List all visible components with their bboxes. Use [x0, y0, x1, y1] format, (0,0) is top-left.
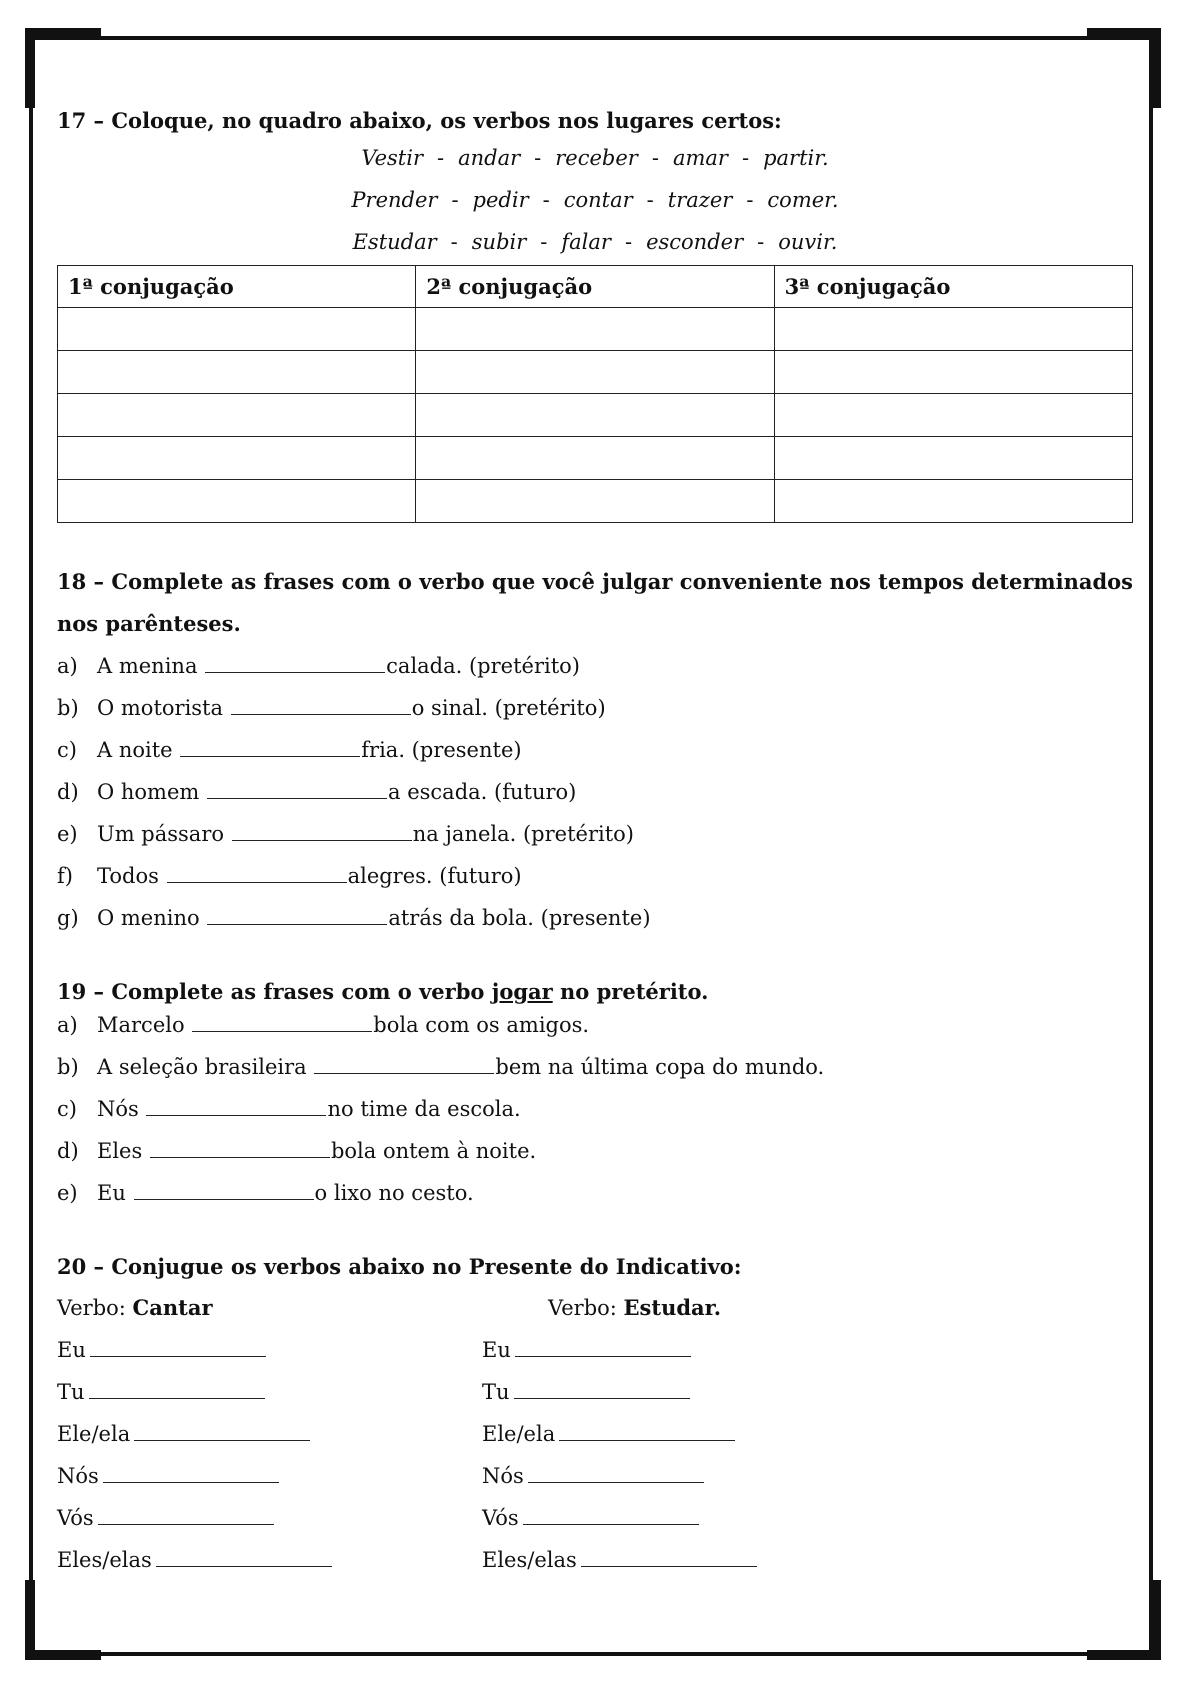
answer-blank[interactable] [150, 1135, 330, 1158]
item-text: alegres. (futuro) [347, 864, 522, 888]
item-letter: c) [57, 1097, 77, 1121]
item-text: A seleção brasileira [97, 1055, 307, 1079]
verb-line: Estudar - subir - falar - esconder - ouvir. [352, 230, 838, 254]
item-text: Eu [97, 1181, 126, 1205]
verb: trazer [667, 188, 733, 212]
answer-blank[interactable] [528, 1460, 704, 1483]
q18-list [57, 645, 1133, 939]
table-header: 2ª conjugação [416, 266, 774, 308]
item-text: bola com os amigos. [373, 1013, 590, 1037]
table-cell[interactable] [774, 394, 1132, 437]
item-letter: d) [57, 1139, 79, 1163]
verb: Estudar [352, 230, 437, 254]
pronoun-line [57, 1413, 482, 1455]
q20-title: 20 – Conjugue os verbos abaixo no Presente do Indicativo: [57, 1254, 742, 1279]
list-item [57, 771, 1133, 813]
item-text: Eles [97, 1139, 143, 1163]
item-text: A noite [97, 738, 173, 762]
corner-mark [25, 1650, 101, 1660]
answer-blank[interactable] [207, 776, 387, 799]
corner-mark [25, 28, 35, 108]
pronoun-line [57, 1497, 482, 1539]
verb-name: Estudar. [623, 1295, 722, 1320]
answer-blank[interactable] [89, 1376, 265, 1399]
item-text: O motorista [97, 696, 224, 720]
table-cell[interactable] [774, 308, 1132, 351]
item-text: no time da escola. [327, 1097, 521, 1121]
left-column [57, 1287, 482, 1581]
answer-blank[interactable] [515, 1334, 691, 1357]
verb-name: Cantar [132, 1295, 213, 1320]
item-letter: a) [57, 654, 78, 678]
verb-line: Prender - pedir - contar - trazer - comer. [351, 188, 839, 212]
item-text: bem na última copa do mundo. [495, 1055, 825, 1079]
item-text: Todos [97, 864, 159, 888]
pronoun: Eles/elas [57, 1548, 152, 1572]
verb-label: Verbo: [57, 1296, 133, 1320]
q19-title-post: no pretérito. [552, 979, 709, 1004]
item-text: Marcelo [97, 1013, 185, 1037]
item-text: o lixo no cesto. [314, 1181, 474, 1205]
table-cell[interactable] [58, 351, 416, 394]
corner-mark [25, 1580, 35, 1660]
list-item [57, 1004, 1133, 1046]
pronoun: Eu [482, 1338, 511, 1362]
answer-blank[interactable] [231, 692, 411, 715]
item-letter: a) [57, 1013, 78, 1037]
verb-heading [57, 1287, 482, 1329]
right-column [482, 1287, 907, 1581]
table-cell[interactable] [774, 480, 1132, 523]
table-cell[interactable] [58, 480, 416, 523]
pronoun-line [482, 1413, 907, 1455]
list-item [57, 855, 1133, 897]
table-cell[interactable] [58, 308, 416, 351]
item-text: fria. (presente) [361, 738, 522, 762]
table-cell[interactable] [416, 437, 774, 480]
corner-mark [1151, 1580, 1161, 1660]
pronoun-line [482, 1371, 907, 1413]
q17-title: 17 – Coloque, no quadro abaixo, os verbos nos lugares certos: [57, 108, 782, 133]
corner-mark [1087, 28, 1161, 38]
answer-blank[interactable] [559, 1418, 735, 1441]
item-text: calada. (pretérito) [386, 654, 580, 678]
item-letter: b) [57, 1055, 79, 1079]
pronoun-line [482, 1539, 907, 1581]
item-text: O menino [97, 906, 200, 930]
item-text: o sinal. (pretérito) [411, 696, 606, 720]
answer-blank[interactable] [207, 902, 387, 925]
list-item [57, 897, 1133, 939]
pronoun: Vós [482, 1506, 519, 1530]
item-text: bola ontem à noite. [330, 1139, 537, 1163]
verb: Prender [351, 188, 438, 212]
answer-blank[interactable] [134, 1177, 314, 1200]
verb: contar [563, 188, 633, 212]
q19-title-verb: jogar [491, 979, 553, 1004]
item-letter: d) [57, 780, 79, 804]
q18-title: 18 – Complete as frases com o verbo que você julgar conveniente nos tempos determinados nos parênteses. [57, 569, 1133, 636]
answer-blank[interactable] [156, 1544, 332, 1567]
table-header: 1ª conjugação [58, 266, 416, 308]
verb-list [57, 137, 1133, 263]
verb: Vestir [361, 146, 423, 170]
worksheet [57, 108, 1133, 1581]
verb: subir [471, 230, 527, 254]
pronoun: Tu [482, 1380, 510, 1404]
table-cell[interactable] [774, 437, 1132, 480]
table-cell[interactable] [58, 437, 416, 480]
conjugation-table [57, 265, 1133, 523]
list-item [57, 1172, 1133, 1214]
verb: amar [672, 146, 728, 170]
item-text: Nós [97, 1097, 139, 1121]
pronoun-line [57, 1329, 482, 1371]
pronoun-line [482, 1329, 907, 1371]
list-item [57, 1046, 1133, 1088]
pronoun-line [57, 1539, 482, 1581]
pronoun: Eles/elas [482, 1548, 577, 1572]
pronoun: Eu [57, 1338, 86, 1362]
list-item [57, 645, 1133, 687]
list-item [57, 687, 1133, 729]
item-letter: f) [57, 864, 73, 888]
answer-blank[interactable] [581, 1544, 757, 1567]
q19-title [57, 979, 1133, 1004]
answer-blank[interactable] [103, 1460, 279, 1483]
answer-blank[interactable] [232, 818, 412, 841]
answer-blank[interactable] [514, 1376, 690, 1399]
table-cell[interactable] [416, 308, 774, 351]
verb: falar [561, 230, 611, 254]
verb: ouvir. [778, 230, 838, 254]
verb: pedir [472, 188, 529, 212]
answer-blank[interactable] [180, 734, 360, 757]
table-cell[interactable] [416, 394, 774, 437]
list-item [57, 1130, 1133, 1172]
item-text: a escada. (futuro) [388, 780, 577, 804]
pronoun: Ele/ela [482, 1422, 556, 1446]
pronoun-line [57, 1455, 482, 1497]
verb: comer. [767, 188, 839, 212]
item-text: na janela. (pretérito) [412, 822, 634, 846]
answer-blank[interactable] [523, 1502, 699, 1525]
corner-mark [25, 28, 101, 38]
verb: andar [458, 146, 521, 170]
pronoun: Ele/ela [57, 1422, 131, 1446]
pronoun-line [482, 1497, 907, 1539]
verb: receber [555, 146, 638, 170]
answer-blank[interactable] [167, 860, 347, 883]
list-item [57, 1088, 1133, 1130]
table-cell[interactable] [416, 351, 774, 394]
table-cell[interactable] [774, 351, 1132, 394]
answer-blank[interactable] [192, 1009, 372, 1032]
pronoun: Vós [57, 1506, 94, 1530]
q19-list [57, 1004, 1133, 1214]
list-item [57, 813, 1133, 855]
table-header: 3ª conjugação [774, 266, 1132, 308]
item-text: atrás da bola. (presente) [388, 906, 651, 930]
item-text: O homem [97, 780, 200, 804]
verb-label: Verbo: [548, 1296, 624, 1320]
answer-blank[interactable] [98, 1502, 274, 1525]
item-letter: b) [57, 696, 79, 720]
item-text: Um pássaro [97, 822, 225, 846]
answer-blank[interactable] [134, 1418, 310, 1441]
answer-blank[interactable] [205, 650, 385, 673]
verb: esconder [646, 230, 744, 254]
q19-title-pre: 19 – Complete as frases com o verbo [57, 979, 492, 1004]
item-letter: c) [57, 738, 77, 762]
list-item [57, 729, 1133, 771]
pronoun-line [482, 1455, 907, 1497]
table-cell[interactable] [58, 394, 416, 437]
corner-mark [1087, 1650, 1161, 1660]
pronoun-line [57, 1371, 482, 1413]
answer-blank[interactable] [90, 1334, 266, 1357]
conjugation-columns [57, 1287, 1133, 1581]
answer-blank[interactable] [314, 1051, 494, 1074]
item-letter: e) [57, 822, 78, 846]
item-letter: e) [57, 1181, 78, 1205]
item-letter: g) [57, 906, 79, 930]
pronoun: Nós [57, 1464, 99, 1488]
verb-heading [482, 1287, 907, 1329]
corner-mark [1151, 28, 1161, 108]
pronoun: Nós [482, 1464, 524, 1488]
verb-line: Vestir - andar - receber - amar - partir. [361, 146, 829, 170]
table-cell[interactable] [416, 480, 774, 523]
item-text: A menina [97, 654, 198, 678]
answer-blank[interactable] [146, 1093, 326, 1116]
verb: partir. [763, 146, 829, 170]
pronoun: Tu [57, 1380, 85, 1404]
